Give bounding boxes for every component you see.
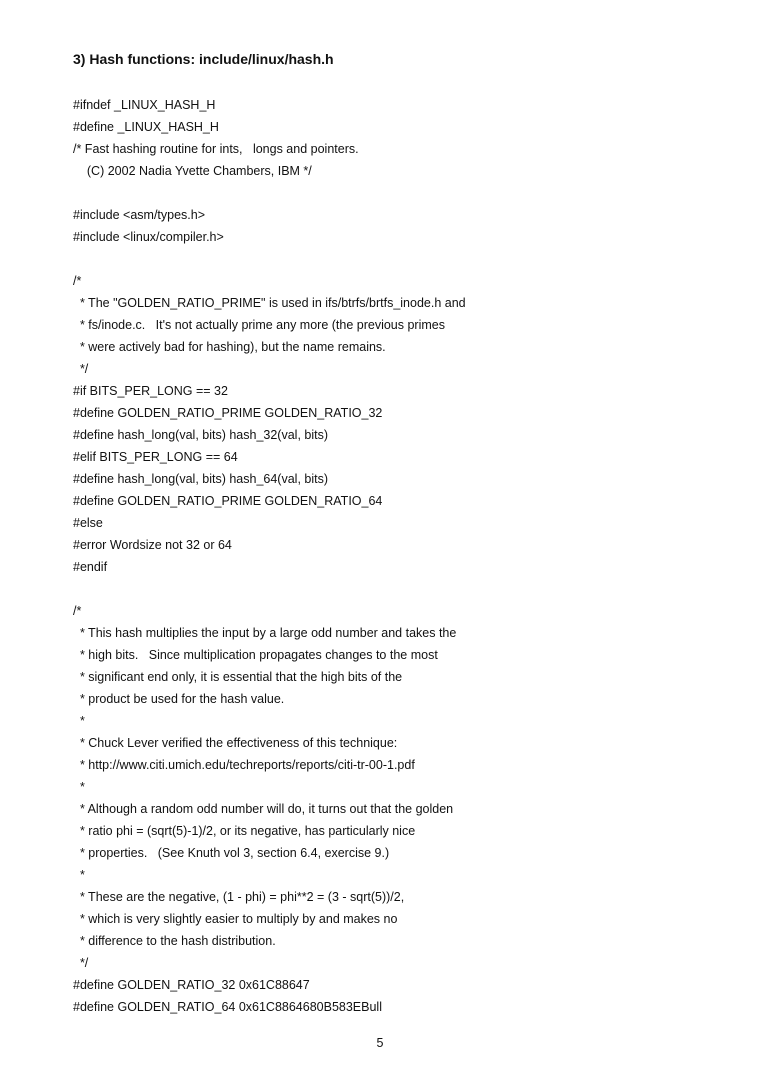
code-line: */: [73, 956, 89, 970]
code-line: /*: [73, 604, 82, 618]
code-line: /*: [73, 274, 82, 288]
code-line: * Chuck Lever verified the effectiveness of this technique:: [73, 736, 398, 750]
code-line: [73, 248, 733, 270]
code-line: #define GOLDEN_RATIO_PRIME GOLDEN_RATIO_32: [73, 406, 383, 420]
code-line: * This hash multiplies the input by a large odd number and takes the: [73, 626, 457, 640]
code-line: * Although a random odd number will do, it turns out that the golden: [73, 802, 454, 816]
code-line: *: [73, 868, 85, 882]
code-line: #endif: [73, 560, 108, 574]
code-line: #define hash_long(val, bits) hash_32(val, bits): [73, 428, 329, 442]
code-line: * The "GOLDEN_RATIO_PRIME" is used in ifs/btrfs/brtfs_inode.h and: [73, 296, 466, 310]
code-line: #include <linux/compiler.h>: [73, 230, 224, 244]
code-line: #define GOLDEN_RATIO_32 0x61C88647: [73, 978, 310, 992]
code-line: * ratio phi = (sqrt(5)-1)/2, or its negative, has particularly nice: [73, 824, 416, 838]
code-line: (C) 2002 Nadia Yvette Chambers, IBM */: [73, 164, 312, 178]
code-line: * were actively bad for hashing), but the name remains.: [73, 340, 386, 354]
code-line: * These are the negative, (1 - phi) = phi**2 = (3 - sqrt(5))/2,: [73, 890, 405, 904]
code-line: * significant end only, it is essential that the high bits of the: [73, 670, 403, 684]
code-listing: [73, 94, 733, 1018]
code-line: #error Wordsize not 32 or 64: [73, 538, 232, 552]
code-line: #ifndef _LINUX_HASH_H: [73, 98, 216, 112]
code-line: #elif BITS_PER_LONG == 64: [73, 450, 238, 464]
code-line: #include <asm/types.h>: [73, 208, 206, 222]
code-line: * fs/inode.c. It's not actually prime any more (the previous primes: [73, 318, 445, 332]
code-line: #else: [73, 516, 103, 530]
code-line: #define GOLDEN_RATIO_PRIME GOLDEN_RATIO_64: [73, 494, 383, 508]
code-line: * properties. (See Knuth vol 3, section 6.4, exercise 9.): [73, 846, 390, 860]
code-line: * product be used for the hash value.: [73, 692, 285, 706]
page-number: 5: [376, 1036, 384, 1050]
code-line: [73, 182, 733, 204]
code-line: [73, 578, 733, 600]
code-line: * http://www.citi.umich.edu/techreports/reports/citi-tr-00-1.pdf: [73, 758, 415, 772]
code-line: #define hash_long(val, bits) hash_64(val, bits): [73, 472, 329, 486]
code-line: #define _LINUX_HASH_H: [73, 120, 219, 134]
code-line: *: [73, 780, 85, 794]
code-line: * which is very slightly easier to multiply by and makes no: [73, 912, 398, 926]
code-line: * difference to the hash distribution.: [73, 934, 276, 948]
code-line: /* Fast hashing routine for ints, longs and pointers.: [73, 142, 359, 156]
section-heading: 3) Hash functions: include/linux/hash.h: [73, 51, 334, 67]
code-line: * high bits. Since multiplication propagates changes to the most: [73, 648, 438, 662]
code-line: */: [73, 362, 89, 376]
code-line: #define GOLDEN_RATIO_64 0x61C8864680B583EBull: [73, 1000, 382, 1014]
code-line: #if BITS_PER_LONG == 32: [73, 384, 228, 398]
code-line: *: [73, 714, 85, 728]
